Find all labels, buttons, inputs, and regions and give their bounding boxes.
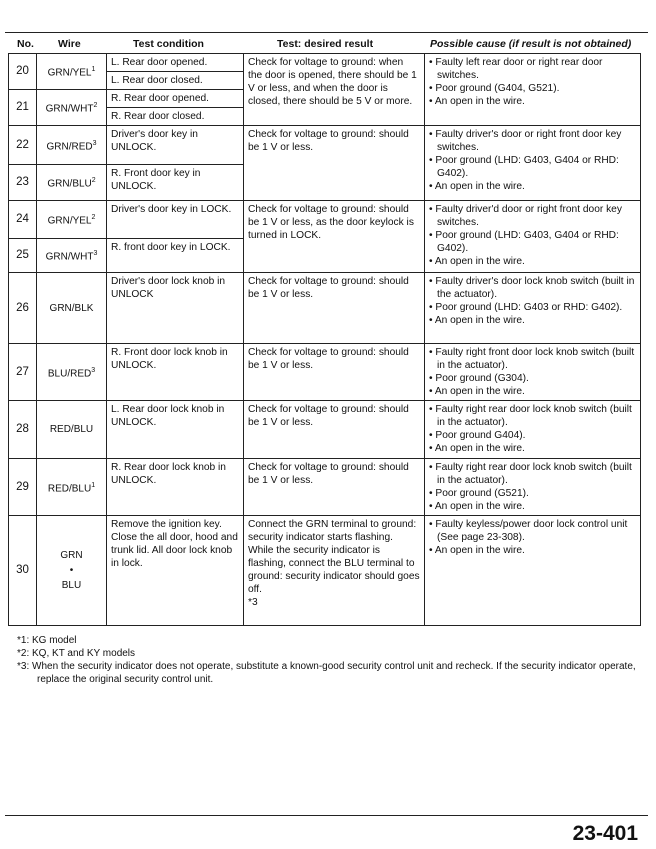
test-result: Check for voltage to ground: should be 1 V or less.	[244, 401, 425, 459]
wire-color: GRN/WHT$^2$	[37, 90, 107, 126]
header-test-condition: Test condition	[133, 38, 204, 50]
test-condition: Driver's door key in UNLOCK.	[107, 126, 244, 165]
wire-color: RED/BLU$^1$	[37, 459, 107, 516]
wire-color: GRN/BLK	[37, 273, 107, 344]
row-number: 29	[9, 459, 37, 516]
table-row	[9, 201, 641, 239]
wire-color: GRN/YEL$^2$	[37, 201, 107, 239]
test-result: Connect the GRN terminal to ground: security indicator starts flashing. While the security indicator is flashing, connect the BLU terminal to ground: security indicator should goes off. *3	[244, 516, 425, 626]
test-condition: R. Rear door lock knob in UNLOCK.	[107, 459, 244, 516]
possible-cause: • Faulty right rear door lock knob switch (built in the actuator). • Poor ground G404). • An open in the wire.	[425, 401, 641, 459]
test-condition: R. Rear door closed.	[107, 108, 244, 126]
test-condition: Remove the ignition key. Close the all door, hood and trunk lid. All door lock knob in lock.	[107, 516, 244, 626]
header-possible-cause: Possible cause (if result is not obtained)	[430, 38, 632, 50]
header-test-result: Test: desired result	[277, 38, 374, 50]
table-header	[0, 34, 656, 52]
footnote-ref: *3	[248, 597, 258, 608]
row-number: 26	[9, 273, 37, 344]
test-condition: R. Rear door opened.	[107, 90, 244, 108]
test-condition: L. Rear door opened.	[107, 54, 244, 72]
test-condition: Driver's door key in LOCK.	[107, 201, 244, 239]
row-number: 30	[9, 516, 37, 626]
possible-cause: • Faulty driver'd door or right front door key switches. • Poor ground (LHD: G403, G404 or RHD: G402). • An open in the wire.	[425, 201, 641, 273]
possible-cause: • Faulty right rear door lock knob switch (built in the actuator). • Poor ground (G521). • An open in the wire.	[425, 459, 641, 516]
test-condition: R. Front door lock knob in UNLOCK.	[107, 344, 244, 401]
wire-color: GRN/BLU$^2$	[37, 165, 107, 201]
row-number: 21	[9, 90, 37, 126]
row-number: 23	[9, 165, 37, 201]
table-row	[9, 344, 641, 401]
wire-color: GRN • BLU	[37, 516, 107, 626]
footnote: *2: KQ, KT and KY models	[17, 648, 136, 659]
footnote: *3: When the security indicator does not operate, substitute a known-good security control unit and recheck. If the security indicator operate, replace the original security control unit.	[17, 661, 636, 685]
wire-color: GRN/WHT$^3$	[37, 239, 107, 273]
row-number: 25	[9, 239, 37, 273]
test-result: Check for voltage to ground: should be 1 V or less, as the door keylock is turned in LOCK.	[244, 201, 425, 273]
footnote: *1: KG model	[17, 635, 77, 646]
table-row	[9, 126, 641, 165]
row-number: 24	[9, 201, 37, 239]
possible-cause: • Faulty keyless/power door lock control unit (See page 23-308). • An open in the wire.	[425, 516, 641, 626]
wire-color: GRN/RED$^3$	[37, 126, 107, 165]
row-number: 27	[9, 344, 37, 401]
possible-cause: • Faulty driver's door lock knob switch (built in the actuator). • Poor ground (LHD: G403 or RHD: G402). • An open in the wire.	[425, 273, 641, 344]
header-no: No.	[17, 38, 34, 50]
table-row	[9, 516, 641, 626]
table-row	[9, 54, 641, 72]
test-result: Check for voltage to ground: when the door is opened, there should be 1 V or less, and when the door is closed, there should be 5 V or more.	[244, 54, 425, 126]
row-number: 20	[9, 54, 37, 90]
bottom-rule	[5, 815, 648, 816]
possible-cause: • Faulty driver's door or right front door key switches. • Poor ground (LHD: G403, G404 or RHD: G402). • An open in the wire.	[425, 126, 641, 201]
page-number: 23-401	[572, 822, 638, 845]
wire-test-table	[8, 53, 641, 626]
row-number: 28	[9, 401, 37, 459]
top-rule	[5, 32, 648, 33]
test-condition: L. Rear door lock knob in UNLOCK.	[107, 401, 244, 459]
test-condition: R. front door key in LOCK.	[107, 239, 244, 273]
test-result: Check for voltage to ground: should be 1 V or less.	[244, 344, 425, 401]
test-condition: L. Rear door closed.	[107, 72, 244, 90]
wire-color: RED/BLU	[37, 401, 107, 459]
test-condition: R. Front door key in UNLOCK.	[107, 165, 244, 201]
table-row	[9, 401, 641, 459]
table-row	[9, 273, 641, 344]
test-result: Check for voltage to ground: should be 1 V or less.	[244, 459, 425, 516]
possible-cause: • Faulty left rear door or right rear door switches. • Poor ground (G404, G521). • An open in the wire.	[425, 54, 641, 126]
test-condition: Driver's door lock knob in UNLOCK	[107, 273, 244, 344]
header-wire: Wire	[58, 38, 81, 50]
wire-color: GRN/YEL$^1$	[37, 54, 107, 90]
wire-color: BLU/RED$^3$	[37, 344, 107, 401]
table-row	[9, 459, 641, 516]
test-result: Check for voltage to ground: should be 1 V or less.	[244, 273, 425, 344]
possible-cause: • Faulty right front door lock knob switch (built in the actuator). • Poor ground (G304). • An open in the wire.	[425, 344, 641, 401]
row-number: 22	[9, 126, 37, 165]
test-result: Check for voltage to ground: should be 1 V or less.	[244, 126, 425, 201]
footnotes	[17, 634, 642, 686]
